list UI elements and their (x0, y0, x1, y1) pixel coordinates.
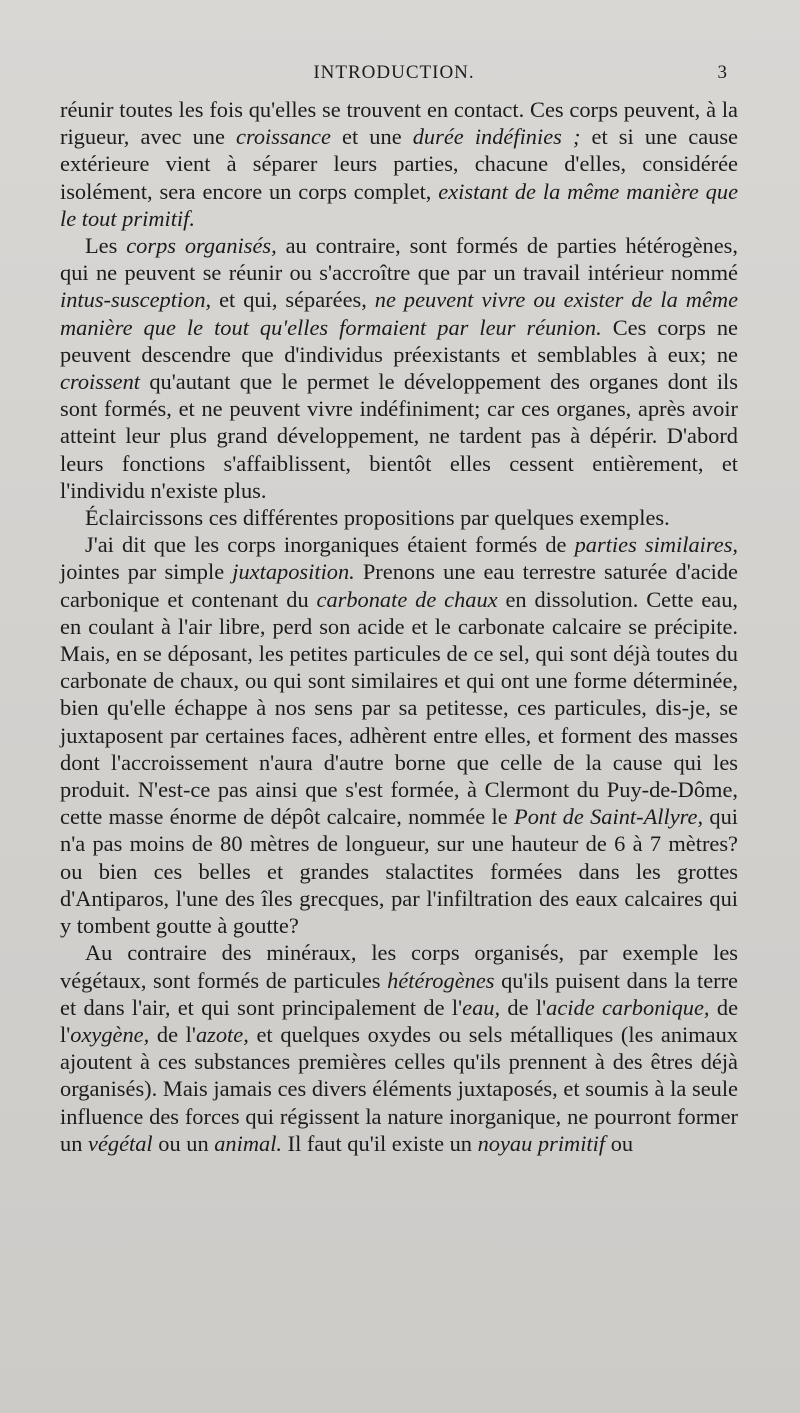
italic-run: durée indéfinies ; (412, 124, 581, 150)
text-run: de l' (149, 1021, 196, 1047)
page-number: 3 (717, 62, 728, 83)
italic-run: existant de la même manière que le tout primitif. (60, 178, 739, 231)
text-run: qui n'a pas moins de 80 mètres de longueur, sur une hauteur de 6 à 7 mètres? ou bien ces belles et grandes stalactites formées dans les grottes d'Antiparos, l'une des îles grecques, par l'infiltration des eaux calcaires qui y tombent goutte à goutte? (60, 804, 738, 939)
italic-run: animal. (214, 1130, 283, 1156)
italic-run: ne peuvent vivre ou exister de la même manière que le tout qu'elles formaient par leur réunion. (60, 287, 739, 340)
italic-run: oxygène, (70, 1021, 150, 1047)
text-run: et une (330, 124, 413, 150)
text-run: Éclaircissons ces différentes propositions par quelques exemples. (85, 505, 670, 531)
paragraph-5 (60, 939, 738, 1157)
paragraph-1 (60, 96, 738, 232)
italic-run: juxtaposition. (232, 559, 355, 585)
italic-run: croissent (60, 369, 141, 395)
italic-run: hétérogènes (387, 967, 495, 993)
italic-run: intus-susception, (60, 287, 212, 313)
text-run: et qui, séparées, (211, 287, 375, 313)
body-text (60, 96, 738, 1157)
italic-run: acide carbonique, (546, 994, 710, 1020)
text-run: J'ai dit que les corps inorganiques étaient formés de (85, 532, 575, 558)
text-run: ou (605, 1130, 634, 1156)
text-run: qu'ils puisent dans la terre et dans l'air, et qui sont principalement de l' (60, 967, 738, 1020)
italic-run: carbonate de chaux (316, 586, 498, 612)
italic-run: croissance (236, 124, 331, 150)
italic-run: corps organisés, (126, 233, 277, 259)
text-run: de l' (500, 994, 547, 1020)
italic-run: végétal (88, 1130, 153, 1156)
text-run: Au contraire des minéraux, les corps organisés, par exemple les végétaux, sont formés de particules (60, 940, 738, 993)
text-run: au contraire, sont formés de parties hétérogènes, qui ne peuvent se réunir ou s'accroître que par un travail intérieur nommé (60, 233, 738, 286)
text-run: Les (85, 233, 127, 259)
text-run: et si une cause extérieure vient à séparer leurs parties, chacune d'elles, considérée isolément, sera encore un corps complet, (60, 124, 738, 204)
italic-run: noyau primitif (477, 1130, 606, 1156)
text-run: Ces corps ne peuvent descendre que d'individus préexistants et semblables à eux; ne (60, 314, 738, 367)
text-run: Prenons une eau terrestre saturée d'acide carbonique et contenant du (60, 559, 738, 612)
text-run: jointes par simple (60, 559, 233, 585)
text-run: en dissolution. Cette eau, en coulant à l'air libre, perd son acide et le carbonate calcaire se précipite. Mais, en se déposant, les petites particules de ce sel, qui sont déjà toutes du carbonate de chaux, ou qui sont similaires et qui ont une forme déterminée, bien qu'elle échappe à nos sens par sa petitesse, ces particules, dis-je, se juxtaposent par certaines faces, adhèrent entre elles, et forment des masses dont l'accroissement n'aura d'autre borne que celle de la cause qui les produit. N'est-ce pas ainsi que s'est formée, à Clermont du Puy-de-Dôme, cette masse énorme de dépôt calcaire, nommée le (60, 586, 738, 830)
paragraph-2 (60, 232, 738, 504)
paragraph-3 (60, 504, 738, 531)
running-header (60, 62, 728, 90)
italic-run: parties similaires, (574, 532, 739, 558)
paragraph-4 (60, 531, 738, 939)
italic-run: azote, (195, 1021, 249, 1047)
italic-run: Pont de Saint-Allyre, (514, 804, 704, 830)
text-run: qu'autant que le permet le développement des organes dont ils sont formés, et ne peuvent vivre indéfiniment; car ces organes, après avoir atteint leur plus grand développement, ne tardent pas à dépérir. D'abord leurs fonctions s'affaiblissent, bientôt elles cessent entièrement, et l'individu n'existe plus. (60, 369, 738, 503)
text-run: Il faut qu'il existe un (282, 1130, 478, 1156)
text-run: et quelques oxydes ou sels métalliques (les animaux ajoutent à ces substances premières celles qu'ils prennent à des êtres déjà organisés). Mais jamais ces divers éléments juxtaposés, et soumis à la seule influence des forces qui régissent la nature inorganique, ne pourront former un (60, 1021, 738, 1156)
text-run: de l' (60, 994, 739, 1047)
text-run: réunir toutes les fois qu'elles se trouvent en contact. Ces corps peuvent, à la rigueur, avec une (60, 97, 738, 150)
text-run: ou un (152, 1130, 215, 1156)
running-title: INTRODUCTION. (313, 62, 475, 83)
italic-run: eau, (462, 994, 501, 1020)
